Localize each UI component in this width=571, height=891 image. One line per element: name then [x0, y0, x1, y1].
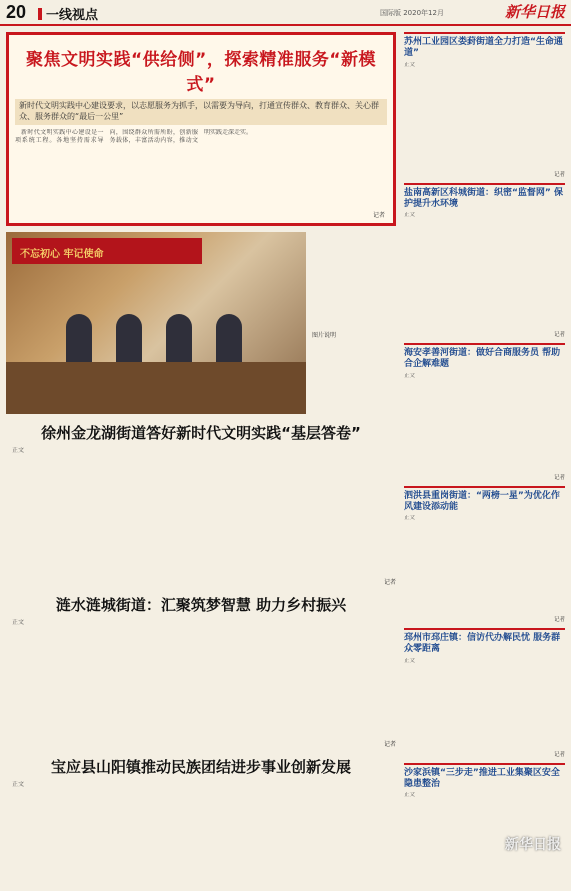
section-title: 一线视点 [38, 4, 98, 23]
right-article-headline: 苏州工业园区娄葑街道全力打造“生命通道” [404, 37, 563, 59]
article-body [6, 781, 396, 891]
article-paragraph: 正文 [12, 781, 25, 788]
right-article-headline: 沙家浜镇“三步走”推进工业集聚区安全隐患整治 [404, 767, 560, 789]
photo-caption: 图片说明 [312, 332, 337, 339]
right-article-byline: 记者 [553, 332, 565, 338]
right-article-body: 正文 [404, 515, 416, 521]
right-article-headline: 海安孝善河街道：做好合商服务员 帮助合企解难题 [404, 348, 561, 370]
right-article-body: 正文 [404, 372, 416, 379]
article-xuzhou [6, 422, 396, 586]
right-article [404, 343, 565, 481]
right-article-headline: 盐南高新区科城街道：织密“监督网” 保护提升水环境 [404, 187, 563, 209]
right-article [404, 486, 565, 624]
article-baoying [6, 756, 396, 891]
photo-banner [12, 238, 202, 264]
watermark: 新华日报 [505, 837, 561, 853]
right-article-byline: 记者 [553, 171, 565, 178]
news-photo [6, 232, 306, 414]
right-article [404, 183, 565, 339]
photo-banner-text: 不忘初心 牢记使命 [20, 249, 104, 260]
feature-paragraph: 新时代文明实践中心建设是一项系统工程。各地坚持需求导向，围绕群众所需所盼，创新服务载体，丰富活动内容，推动文明实践走深走实。 [15, 128, 253, 144]
article-lianshui [6, 594, 396, 748]
right-article-body: 正文 [404, 792, 416, 798]
right-article-headline: 邳州市邳庄镇：信访代办解民忧 服务群众零距离 [404, 633, 561, 655]
right-article-body: 正文 [404, 61, 416, 68]
right-article-byline: 记者 [553, 617, 565, 623]
newspaper-logo: 新华日报 [504, 3, 565, 21]
right-article-headline: 泗洪县重岗街道：“两榜一星”为优化作风建设添动能 [404, 490, 560, 512]
article-body [6, 619, 396, 737]
issue-meta: 国际版 2020年12月 [380, 9, 444, 17]
right-column [404, 32, 565, 867]
article-headline: 宝应县山阳镇推动民族团结进步事业创新发展 [50, 758, 351, 776]
right-article-body: 正文 [404, 212, 416, 218]
feature-byline: 记者 [372, 212, 385, 219]
article-paragraph: 正文 [12, 619, 25, 626]
article-byline: 记者 [383, 741, 396, 748]
photo-desk [6, 362, 306, 414]
right-article-byline: 记者 [553, 474, 565, 481]
article-headline: 徐州金龙湖街道答好新时代文明实践“基层答卷” [41, 424, 361, 442]
right-article-byline: 记者 [553, 751, 565, 758]
page-number: 20 [6, 2, 27, 22]
article-headline: 涟水涟城街道：汇聚筑梦智慧 助力乡村振兴 [55, 596, 347, 614]
right-article-body: 正文 [404, 657, 416, 664]
right-article [404, 32, 565, 178]
feature-body [15, 129, 387, 239]
article-byline: 记者 [383, 579, 396, 586]
feature-headline: 聚焦文明实践“供给侧”，探索精准服务“新模式” [25, 50, 377, 95]
page-header [0, 0, 571, 26]
left-column [6, 32, 396, 891]
feature-box [6, 32, 396, 226]
feature-deck: 新时代文明实践中心建设要求，以志愿服务为抓手，以需要为导向，打通宣传群众、教育群众、关心群众、服务群众的“最后一公里” [15, 99, 387, 125]
photo-block [6, 232, 396, 414]
right-article [404, 628, 565, 758]
article-paragraph: 正文 [12, 447, 25, 454]
article-body [6, 447, 396, 575]
